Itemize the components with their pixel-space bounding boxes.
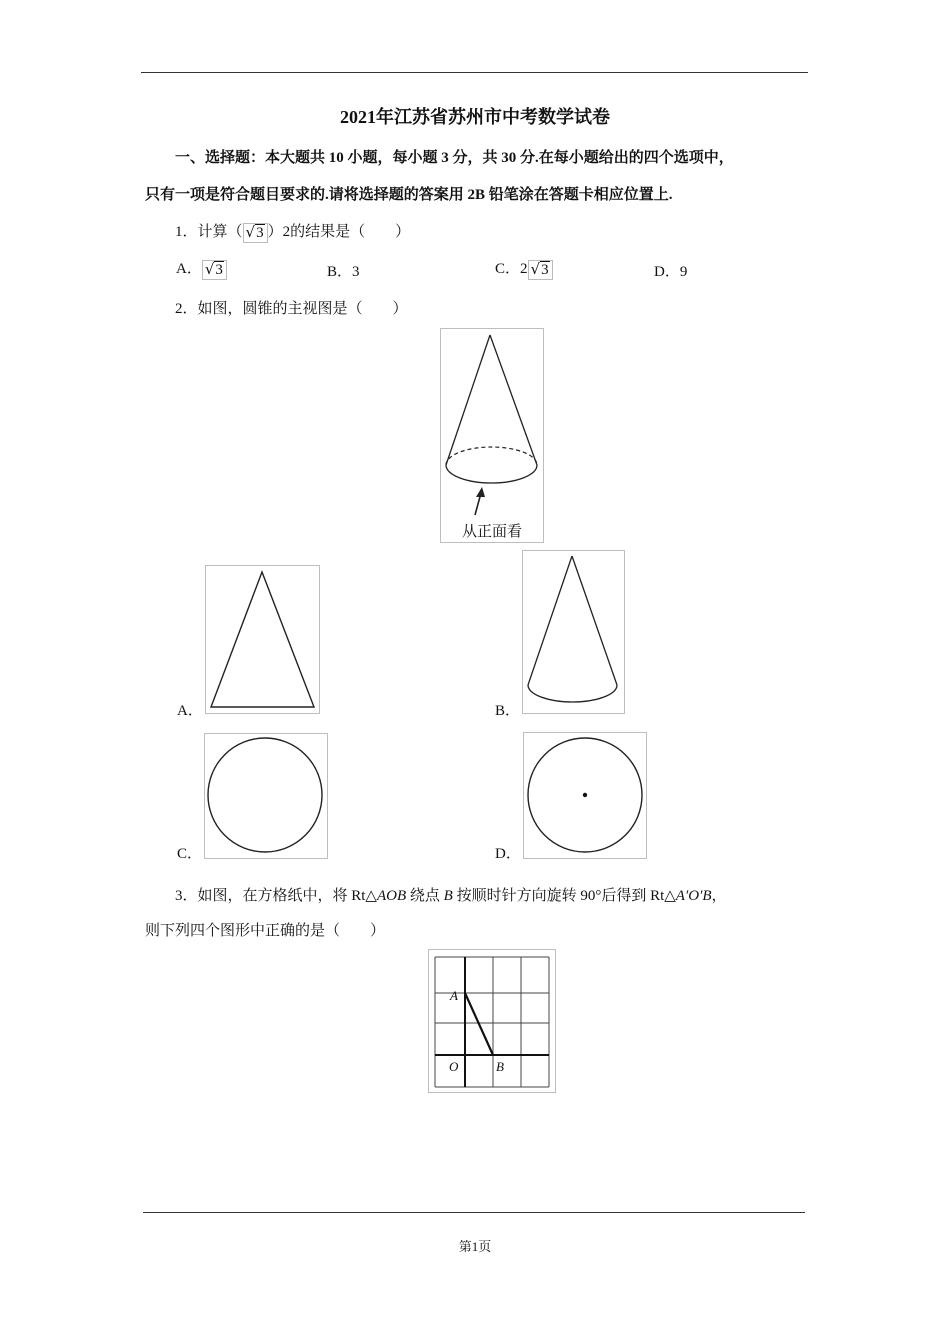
page-title: 2021年江苏省苏州市中考数学试卷 — [340, 107, 610, 127]
cone-drawing — [441, 329, 543, 542]
question-2-option-d-label: D． — [495, 846, 521, 862]
question-3-text: 3．如图，在方格纸中，将 Rt△ — [175, 888, 377, 904]
question-1-prefix: 1．计算（ — [175, 224, 243, 240]
question-2-option-a-label: A． — [177, 703, 203, 719]
triangle-aob: AOB — [376, 888, 407, 904]
triangle-drawing — [206, 566, 319, 713]
circle-drawing — [205, 734, 327, 858]
triangle-image: A′O′B — [675, 888, 712, 904]
sqrt-expression — [243, 223, 268, 243]
section-heading-line2: 只有一项是符合题目要求的.请将选择题的答案用 2B 铅笔涂在答题卡相应位置上. — [145, 187, 673, 203]
radicand: 3 — [541, 261, 549, 278]
page-number: 第1页 — [458, 1239, 492, 1254]
center-dot — [583, 793, 587, 797]
point-b: B — [443, 888, 453, 904]
grid-figure — [428, 949, 556, 1093]
option-label: D． — [654, 264, 680, 280]
label-o: O — [449, 1059, 459, 1074]
radicand: 3 — [215, 261, 223, 278]
radical-icon: √ — [530, 259, 541, 278]
cone-outline-drawing — [523, 551, 624, 713]
figure-caption: 从正面看 — [461, 522, 523, 540]
label-b: B — [496, 1059, 504, 1074]
footer-rule — [143, 1212, 805, 1213]
option-value: 3 — [352, 264, 360, 280]
question-3-text: ， — [711, 888, 727, 904]
question-1-stem — [175, 220, 410, 243]
option-d-figure — [523, 732, 647, 859]
label-a: A — [450, 988, 458, 1003]
question-2-option-b-label: B． — [495, 703, 521, 719]
grid-drawing — [429, 950, 555, 1092]
question-3-stem-line2: 则下列四个图形中正确的是（ ） — [145, 923, 386, 939]
cone-figure — [440, 328, 544, 543]
radical-icon: √ — [245, 222, 256, 241]
option-label: A． — [176, 261, 202, 277]
option-c-figure — [204, 733, 328, 859]
sqrt-expression — [202, 260, 227, 280]
option-value: 9 — [679, 264, 688, 280]
question-1-option-b — [327, 260, 360, 281]
question-1-option-c — [495, 257, 553, 280]
question-3-text: 按顺时针方向旋转 90°后得到 Rt△ — [452, 888, 676, 904]
question-1-option-a — [176, 257, 227, 280]
section-heading-line1: 一、选择题：本大题共 10 小题，每小题 3 分，共 30 分.在每小题给出的四个选项中， — [175, 150, 734, 166]
question-3-text: 绕点 — [406, 888, 444, 904]
question-1-option-d — [654, 260, 687, 281]
radicand: 3 — [256, 224, 264, 241]
radical-icon: √ — [204, 259, 215, 278]
option-label: B． — [327, 264, 353, 280]
option-coefficient: 2 — [520, 261, 528, 277]
sqrt-expression — [528, 260, 553, 280]
question-2-option-c-label: C． — [177, 846, 203, 862]
question-2-stem: 2．如图，圆锥的主视图是（ ） — [175, 301, 408, 317]
circle-with-center-drawing — [524, 733, 646, 858]
option-b-figure — [522, 550, 625, 714]
question-1-suffix: ）2的结果是（ ） — [267, 224, 411, 240]
question-3-stem-line1 — [175, 884, 727, 905]
header-rule — [141, 72, 808, 73]
option-label: C． — [495, 261, 521, 277]
option-a-figure — [205, 565, 320, 714]
